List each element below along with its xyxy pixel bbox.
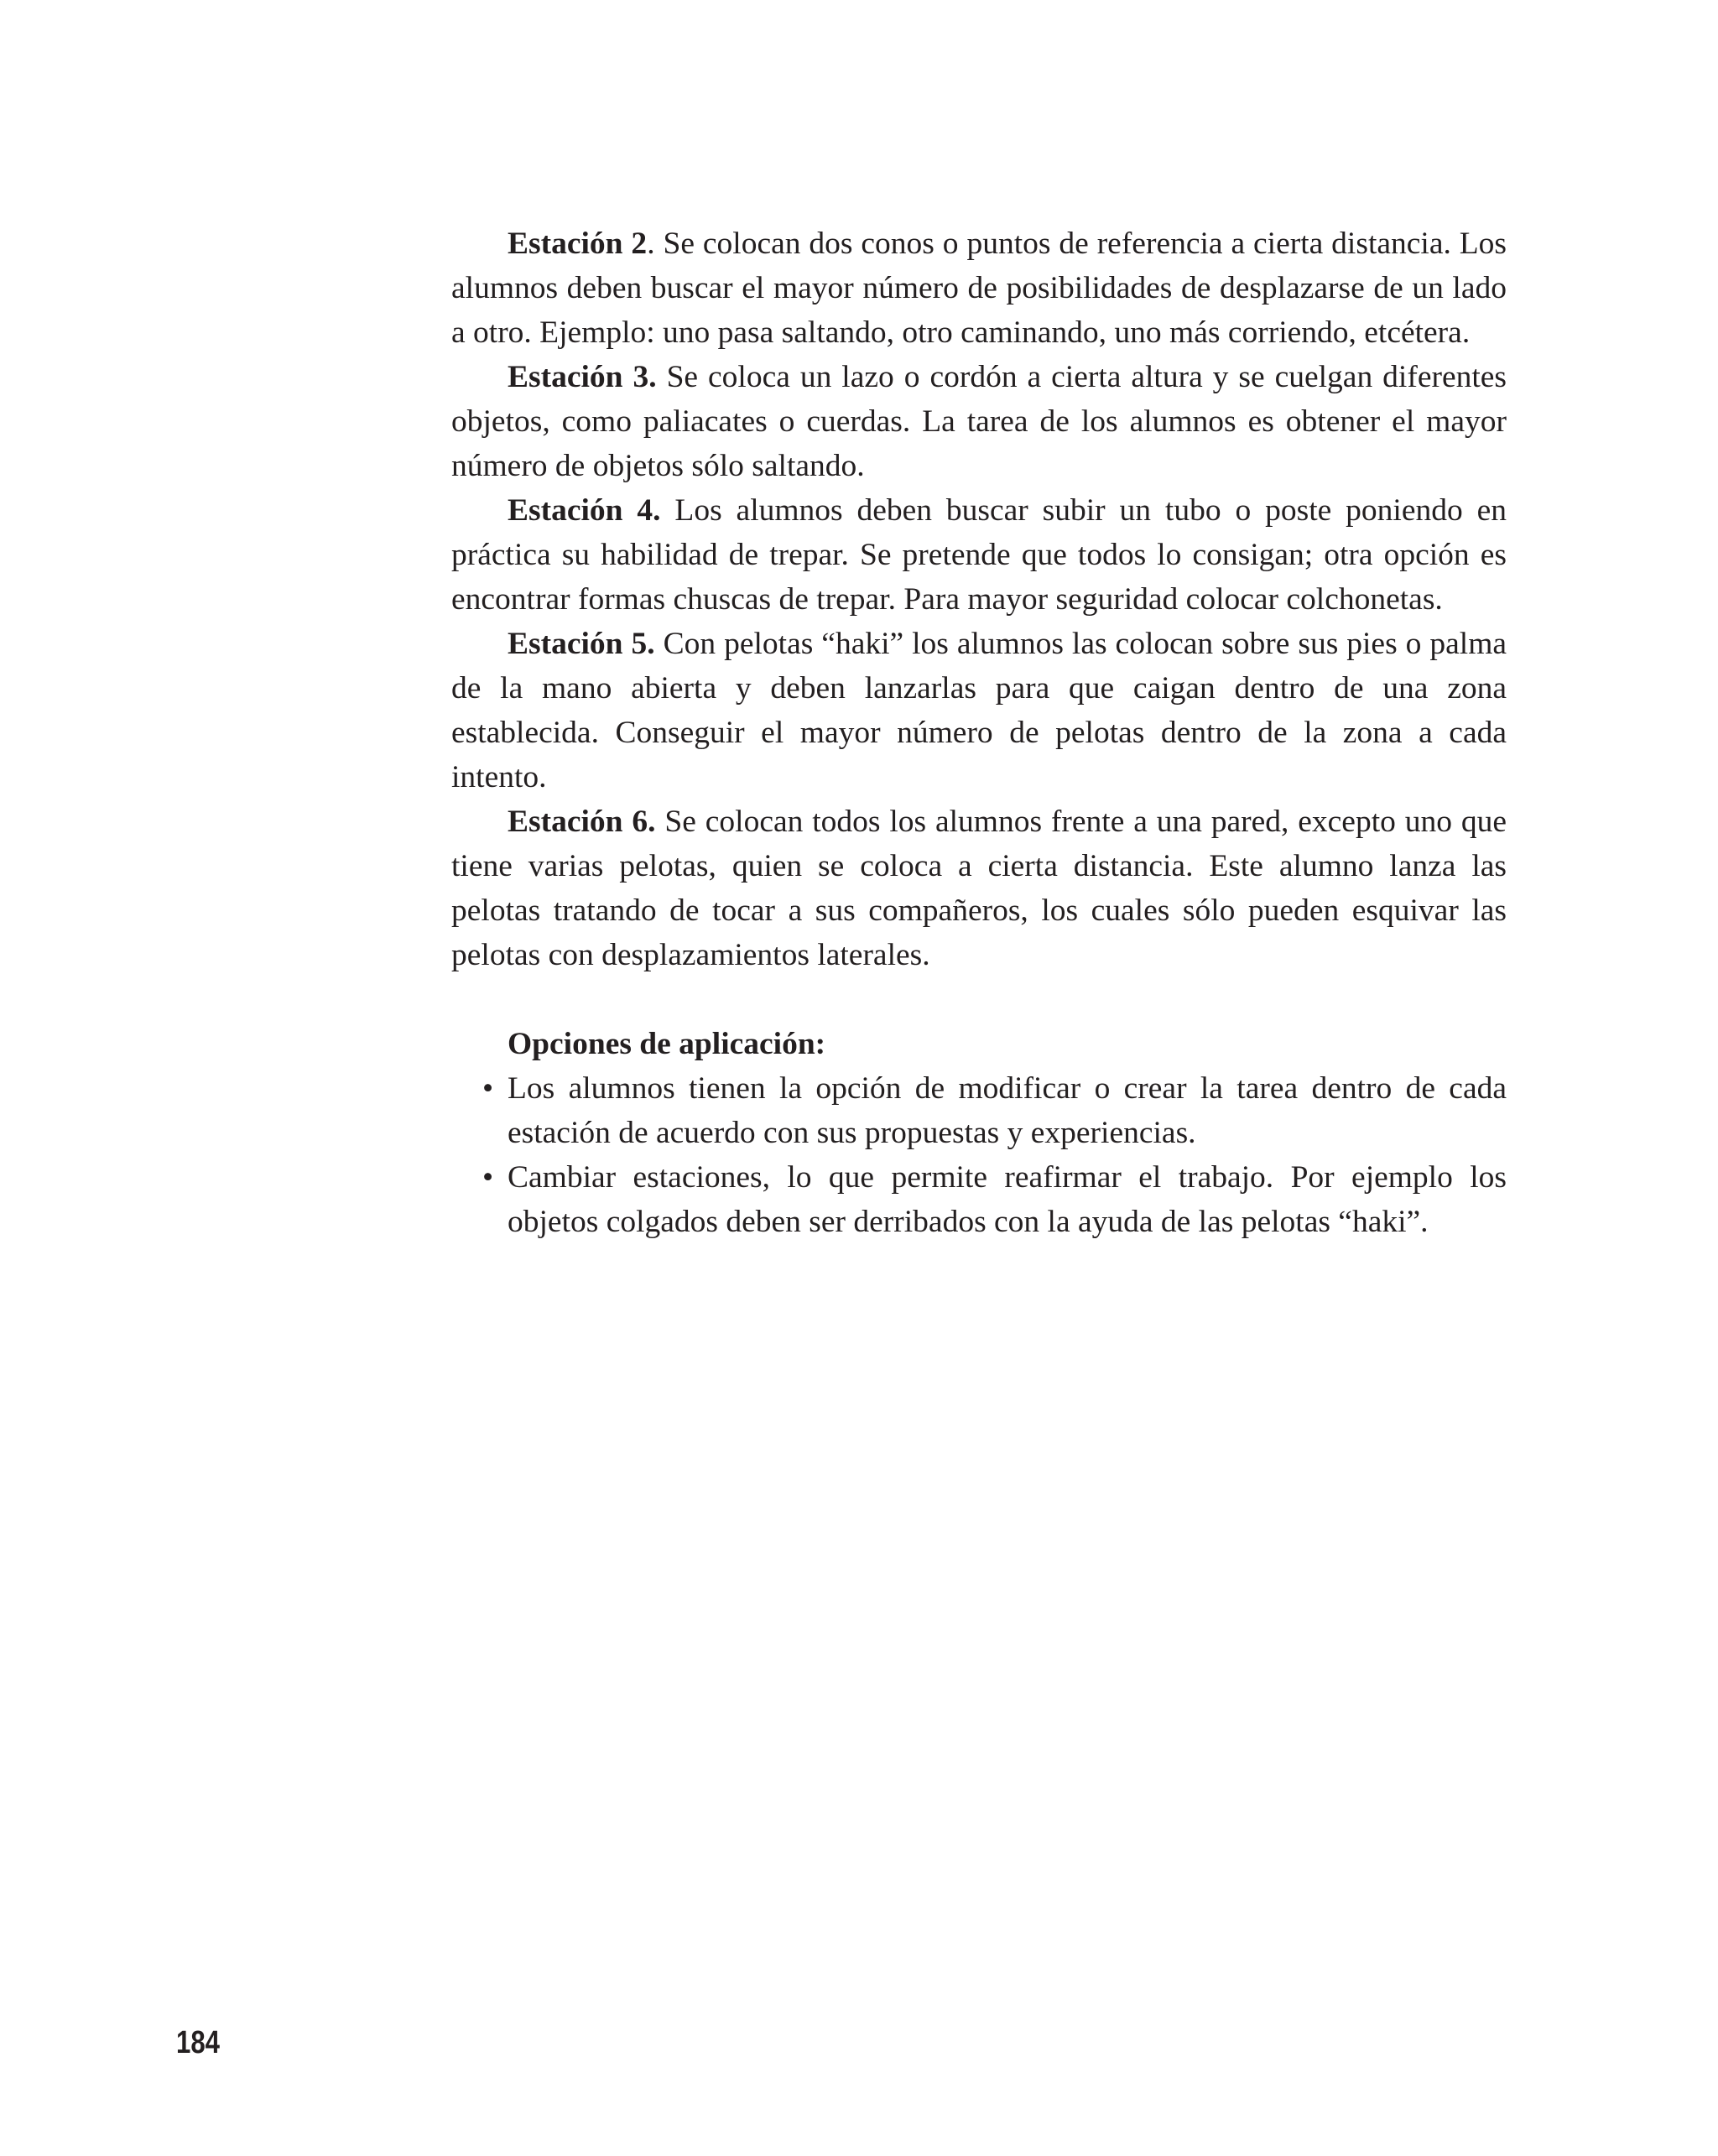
bullet-icon: • <box>482 1160 494 1195</box>
station-4-label: Estación 4. <box>508 493 661 528</box>
bullet-icon: • <box>482 1071 494 1106</box>
option-text: Cambiar estaciones, lo que permite reafirmar el trabajo. Por ejemplo los objetos colgados deben ser derribados con la ayuda de las pelotas “haki”. <box>508 1160 1507 1239</box>
station-5-label: Estación 5. <box>508 627 655 661</box>
station-3-paragraph <box>451 355 1507 488</box>
list-item <box>451 1066 1507 1155</box>
options-list <box>451 1066 1507 1244</box>
option-text: Los alumnos tienen la opción de modificar o crear la tarea dentro de cada estación de acuerdo con sus propuestas y experiencias. <box>508 1071 1507 1150</box>
station-2-paragraph <box>451 221 1507 355</box>
station-5-paragraph <box>451 622 1507 799</box>
station-3-label: Estación 3. <box>508 360 657 394</box>
station-2-text: . Se colocan dos conos o puntos de referencia a cierta distancia. Los alumnos deben buscar el mayor número de posibilidades de desplazarse de un lado a otro. Ejemplo: uno pasa saltando, otro caminando, uno más corriendo, etcétera. <box>451 227 1507 350</box>
station-3-text: Se coloca un lazo o cordón a cierta altura y se cuelgan diferentes objetos, como paliacates o cuerdas. La tarea de los alumnos es obtener el mayor número de objetos sólo saltando. <box>451 360 1507 483</box>
list-item <box>451 1155 1507 1244</box>
options-heading: Opciones de aplicación: <box>508 1027 826 1061</box>
page-body <box>451 221 1507 1244</box>
station-4-paragraph <box>451 488 1507 622</box>
page-number: 184 <box>176 2025 220 2060</box>
station-6-label: Estación 6. <box>508 805 656 839</box>
station-6-paragraph <box>451 799 1507 977</box>
station-4-text: Los alumnos deben buscar subir un tubo o poste poniendo en práctica su habilidad de trepar. Se pretende que todos lo consigan; otra opción es encontrar formas chuscas de trepar. Para mayor seguridad colocar colchonetas. <box>451 493 1507 617</box>
station-2-label: Estación 2 <box>508 227 648 261</box>
station-5-text: Con pelotas “haki” los alumnos las colocan sobre sus pies o palma de la mano abierta y deben lanzarlas para que caigan dentro de una zona establecida. Conseguir el mayor número de pelotas dentro de la zona a cada intento. <box>451 627 1507 794</box>
station-6-text: Se colocan todos los alumnos frente a una pared, excepto uno que tiene varias pelotas, quien se coloca a cierta distancia. Este alumno lanza las pelotas tratando de tocar a sus compañeros, los cuales sólo pueden esquivar las pelotas con desplazamientos laterales. <box>451 805 1507 972</box>
